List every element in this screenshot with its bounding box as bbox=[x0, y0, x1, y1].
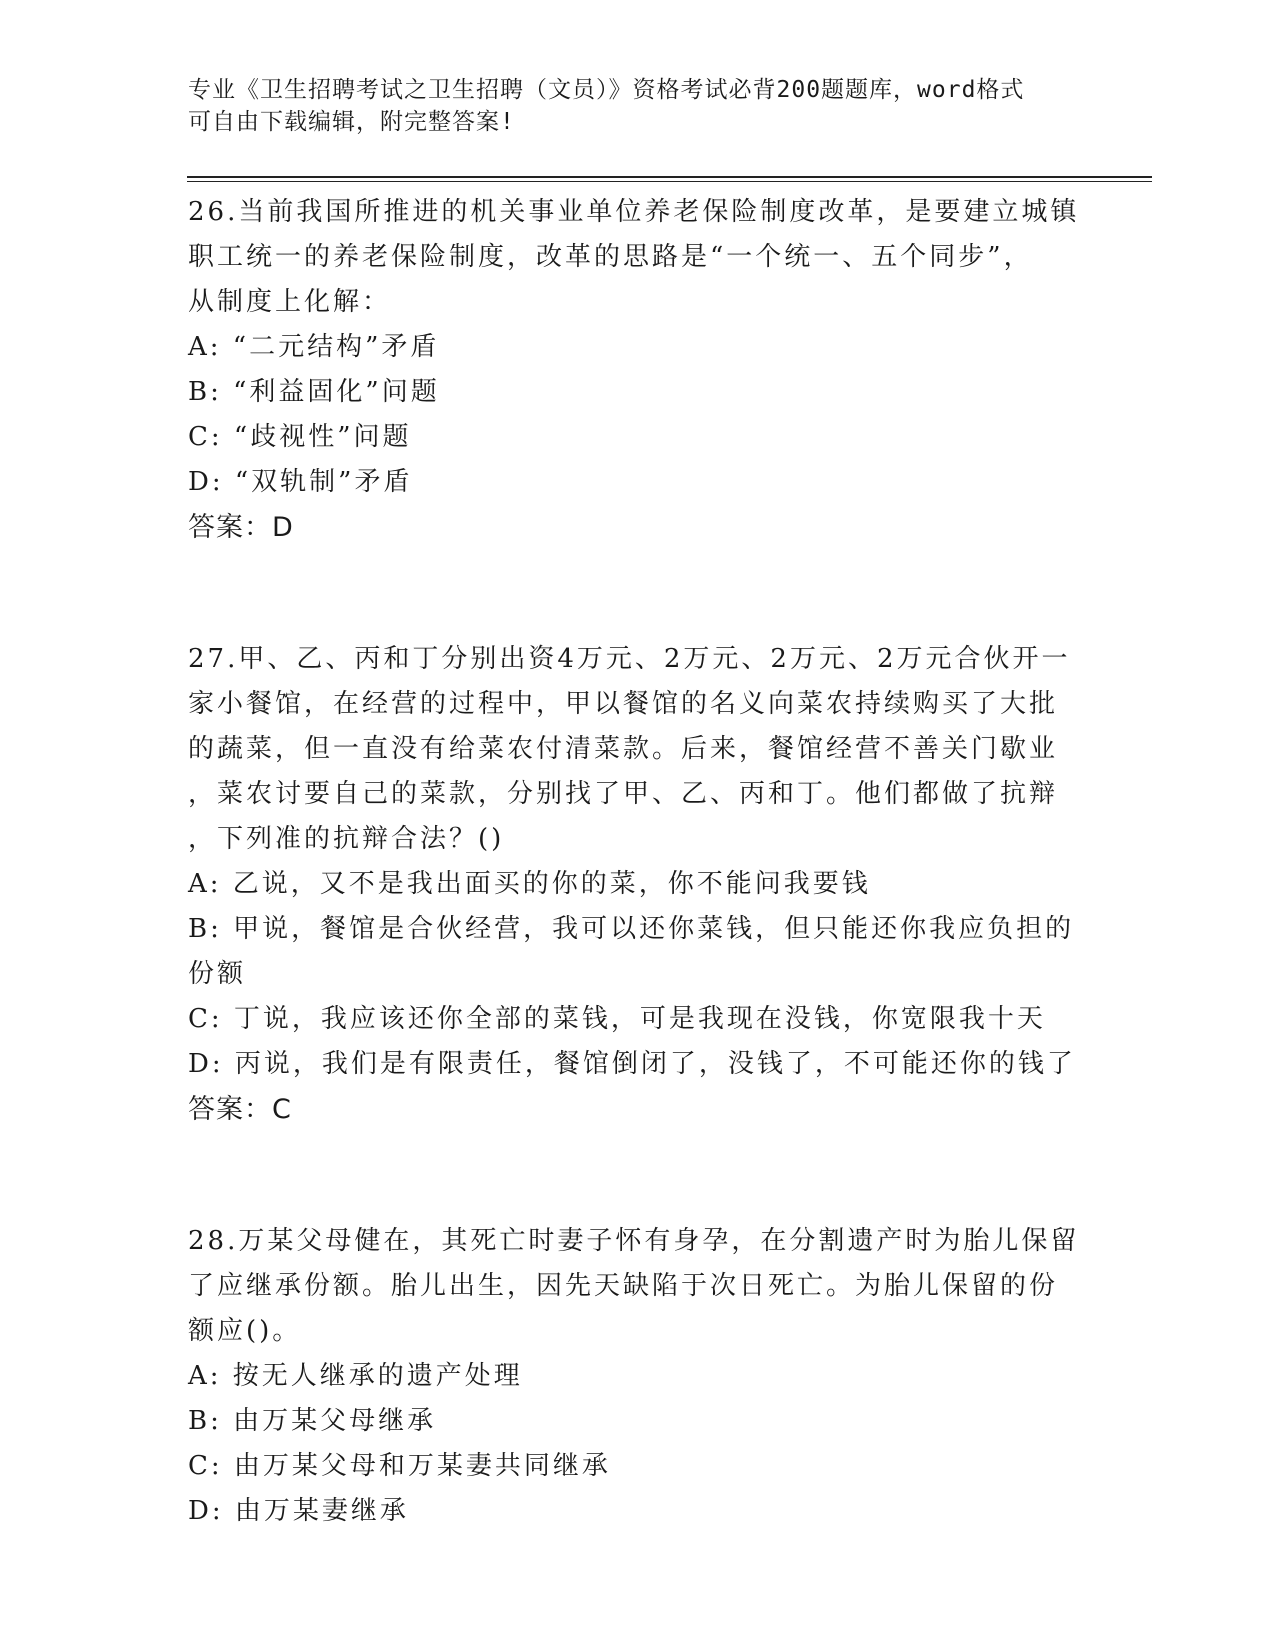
header-divider-thin bbox=[187, 181, 1152, 182]
option-c: C: 丁说，我应该还你全部的菜钱，可是我现在没钱，你宽限我十天 bbox=[188, 1004, 1046, 1034]
option-d: D: 丙说，我们是有限责任，餐馆倒闭了，没钱了，不可能还你的钱了 bbox=[188, 1049, 1076, 1079]
option-b: B: “利益固化”问题 bbox=[188, 377, 440, 407]
question-text-line: 额应()。 bbox=[188, 1316, 302, 1346]
header-line-2: 可自由下载编辑，附完整答案! bbox=[188, 109, 515, 135]
answer-label: 答案：D bbox=[188, 512, 294, 543]
question-26 bbox=[188, 190, 1088, 551]
question-spacer bbox=[188, 551, 1088, 637]
answer-label: 答案：C bbox=[188, 1094, 292, 1125]
question-27 bbox=[188, 637, 1088, 1133]
header-line-1: 专业《卫生招聘考试之卫生招聘（文员）》资格考试必背200题题库，word格式 bbox=[188, 77, 1025, 103]
question-28 bbox=[188, 1219, 1088, 1534]
option-b-continued: 份额 bbox=[188, 959, 247, 989]
question-text-line: ，菜农讨要自己的菜款，分别找了甲、乙、丙和丁。他们都做了抗辩 bbox=[188, 779, 1059, 809]
document-header bbox=[188, 74, 1088, 138]
option-b: B: 甲说，餐馆是合伙经营，我可以还你菜钱，但只能还你我应负担的 bbox=[188, 914, 1075, 944]
question-text-line: 的蔬菜，但一直没有给菜农付清菜款。后来，餐馆经营不善关门歇业 bbox=[188, 734, 1059, 764]
option-a: A: 按无人继承的遗产处理 bbox=[188, 1361, 523, 1391]
option-c: C: 由万某父母和万某妻共同继承 bbox=[188, 1451, 611, 1481]
question-text-line: 28.万某父母健在，其死亡时妻子怀有身孕，在分割遗产时为胎儿保留 bbox=[188, 1226, 1080, 1256]
option-d: D: 由万某妻继承 bbox=[188, 1496, 409, 1526]
header-divider-thick bbox=[187, 176, 1152, 178]
option-d: D: “双轨制”矛盾 bbox=[188, 467, 413, 497]
question-list bbox=[188, 190, 1088, 1534]
question-text-line: ，下列准的抗辩合法？() bbox=[188, 824, 505, 854]
question-text-line: 了应继承份额。胎儿出生，因先天缺陷于次日死亡。为胎儿保留的份 bbox=[188, 1271, 1059, 1301]
question-text-line: 从制度上化解： bbox=[188, 287, 392, 317]
question-text-line: 职工统一的养老保险制度，改革的思路是“一个统一、五个同步”， bbox=[188, 242, 1033, 272]
option-a: A: “二元结构”矛盾 bbox=[188, 332, 440, 362]
question-text-line: 27.甲、乙、丙和丁分别出资4万元、2万元、2万元、2万元合伙开一 bbox=[188, 644, 1071, 674]
question-text-line: 家小餐馆，在经营的过程中，甲以餐馆的名义向菜农持续购买了大批 bbox=[188, 689, 1059, 719]
question-text-line: 26.当前我国所推进的机关事业单位养老保险制度改革，是要建立城镇 bbox=[188, 197, 1080, 227]
option-a: A: 乙说，又不是我出面买的你的菜，你不能问我要钱 bbox=[188, 869, 871, 899]
option-b: B: 由万某父母继承 bbox=[188, 1406, 437, 1436]
option-c: C: “歧视性”问题 bbox=[188, 422, 412, 452]
question-spacer bbox=[188, 1133, 1088, 1219]
